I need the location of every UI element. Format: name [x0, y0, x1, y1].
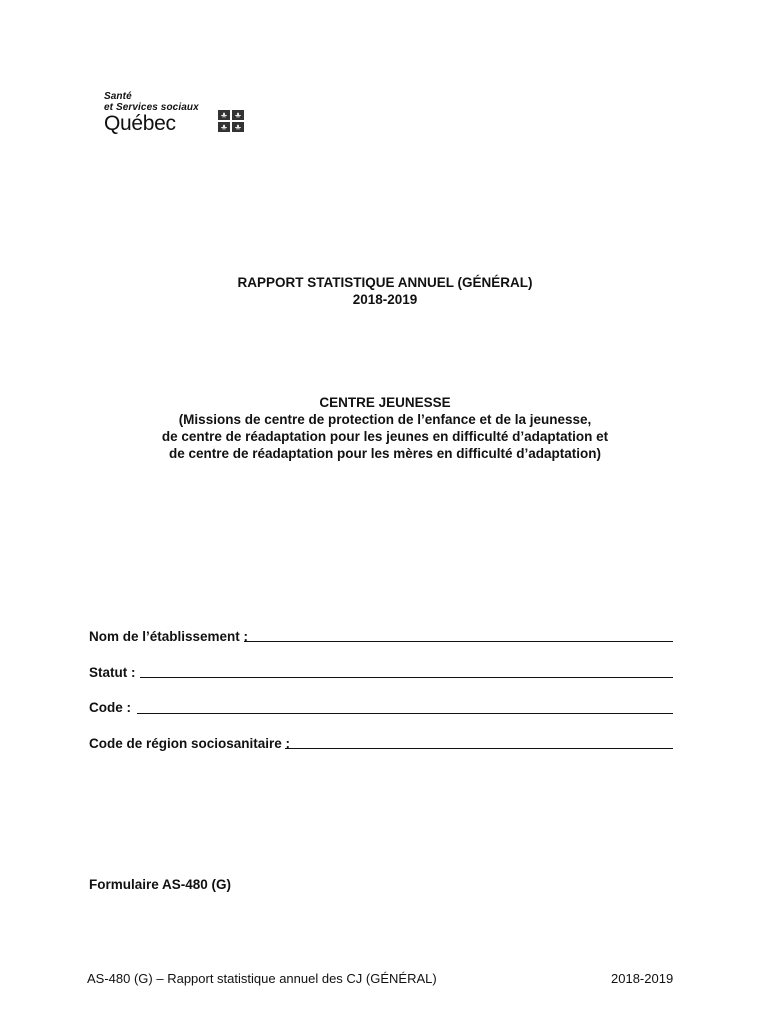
missions-line-3: de centre de réadaptation pour les mères en difficulté d’adaptation) [168, 446, 602, 461]
statut-label: Statut : [89, 665, 136, 680]
code-input-line[interactable] [137, 713, 673, 714]
logo-wordmark-quebec: Québec [104, 112, 176, 135]
report-title-line: RAPPORT STATISTIQUE ANNUEL (GÉNÉRAL) [237, 275, 533, 290]
logo-line-services-sociaux: et Services sociaux [104, 102, 199, 113]
footer-form-title: AS-480 (G) – Rapport statistique annuel des CJ (GÉNÉRAL) [87, 971, 437, 986]
quebec-health-logo [104, 92, 254, 142]
establishment-type-heading: CENTRE JEUNESSE [319, 395, 451, 410]
missions-line-1: (Missions de centre de protection de l’enfance et de la jeunesse, [178, 412, 592, 427]
report-year: 2018-2019 [352, 292, 418, 307]
statut-input-line[interactable] [140, 677, 673, 678]
etablissement-label: Nom de l’établissement : [89, 629, 249, 644]
report-title [0, 274, 770, 308]
etablissement-input-line[interactable] [244, 641, 673, 642]
missions-line-2: de centre de réadaptation pour les jeunes en difficulté d’adaptation et [161, 429, 609, 444]
footer-year: 2018-2019 [611, 971, 674, 986]
quebec-flag-icon [218, 110, 244, 132]
form-identifier: Formulaire AS-480 (G) [89, 877, 232, 892]
region-label: Code de région sociosanitaire : [89, 736, 291, 751]
region-input-line[interactable] [285, 748, 673, 749]
logo-line-sante: Santé [104, 91, 132, 102]
establishment-type-block [0, 394, 770, 462]
code-label: Code : [89, 700, 131, 715]
